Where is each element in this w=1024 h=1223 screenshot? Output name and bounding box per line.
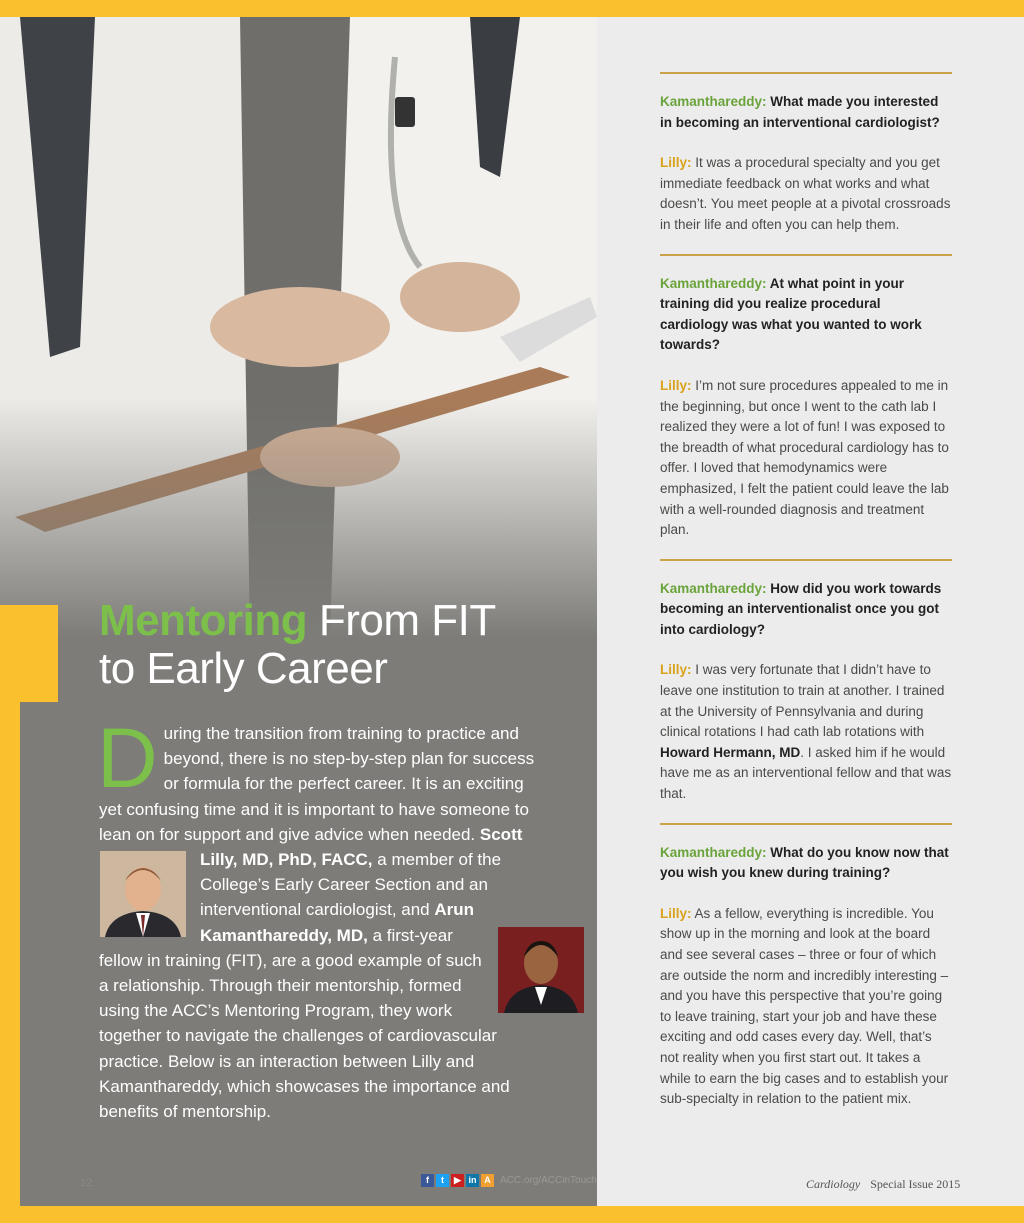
intro-part-a: uring the transition from training to practice and beyond, there is no step-by-step plan for success or formula for the perfect career. It is an exciting yet confusing time and it is important to have someone to lean on for support and give advice when needed. (99, 724, 535, 844)
page-number: 12 (80, 1177, 93, 1189)
acc-icon[interactable]: A (481, 1174, 494, 1187)
question-text: What made you interested in becoming an interventional cardiologist? (660, 94, 940, 130)
qa-item (660, 274, 952, 541)
interviewer-name: Kamanthareddy: (660, 844, 767, 860)
answer (660, 153, 952, 235)
doctors-photo (0, 17, 597, 637)
respondent-name: Lilly: (660, 377, 692, 393)
journal-name: Cardiology (806, 1177, 861, 1191)
youtube-icon[interactable]: ▶ (451, 1174, 464, 1187)
yellow-accent-strip (0, 605, 20, 1206)
answer (660, 904, 952, 1110)
intro-part-b: a member of the College’s Early Career Section and an interventional cardiologist, and (200, 850, 502, 920)
section-divider (660, 72, 952, 74)
question (660, 579, 952, 641)
mentor-reference: Howard Hermann, MD (660, 744, 801, 760)
question (660, 92, 952, 133)
magazine-page (0, 17, 1024, 1206)
qa-item (660, 843, 952, 1110)
respondent-name: Lilly: (660, 905, 692, 921)
twitter-icon[interactable]: t (436, 1174, 449, 1187)
article-title (99, 597, 569, 693)
answer-text: . I asked him if he would have me as an interventional fellow and that was that. (660, 744, 952, 802)
interviewer-name: Kamanthareddy: (660, 275, 767, 291)
title-accent: Mentoring (99, 596, 308, 645)
interviewer-name: Kamanthareddy: (660, 580, 767, 596)
journal-footer (806, 1177, 960, 1192)
mentor-name: Scott Lilly, MD, PhD, FACC, (200, 824, 523, 870)
title-line1: From FIT (307, 596, 496, 645)
answer-text: As a fellow, everything is incredible. You show up in the morning and look at the board and see several cases – three or four of which are outside the norm and incredibly interesting – and you have this perspective that you’re going to leave training, start your job and have these exciting and odd cases every day. Well, that’s not reality when you first start out. It takes a while to earn the big cases and to establish your sub-specialty in relation to the patient mix. (660, 905, 949, 1107)
answer-text: It was a procedural specialty and you get immediate feedback on what works and what doesn’t. You meet people at a pivotal crossroads in their life and often you can help them. (660, 155, 951, 232)
intro-text (97, 711, 539, 1124)
answer-text: I’m not sure procedures appealed to me in the beginning, but once I went to the cath lab I realized they were a lot of fun! I was exposed to the breadth of what procedural cardiology has to offer. I loved that hemodynamics were emphasized, I felt the patient could leave the lab with a well-rounded diagnosis and treatment plan. (660, 377, 949, 538)
social-links (421, 1174, 597, 1187)
linkedin-icon[interactable]: in (466, 1174, 479, 1187)
question-text: How did you work towards becoming an interventionalist once you got into cardiology? (660, 580, 942, 637)
qa-item (660, 579, 952, 805)
qa-column (660, 17, 952, 1110)
social-url[interactable]: ACC.org/ACCinTouch (500, 1175, 597, 1186)
question-text: At what point in your training did you realize procedural cardiology was what you wanted to work towards? (660, 275, 922, 353)
question (660, 274, 952, 356)
respondent-name: Lilly: (660, 662, 692, 678)
answer-text: I was very fortunate that I didn’t have to leave one institution to train at another. I trained at the University of Pennsylvania and during clinical rotations I had cath lab rotations with (660, 662, 945, 740)
issue-label: Special Issue 2015 (870, 1177, 961, 1191)
fellow-name: Arun Kamanthareddy, MD, (200, 900, 475, 945)
section-divider (660, 559, 952, 561)
question-text: What do you know now that you wish you knew during training? (660, 844, 949, 881)
answer (660, 376, 952, 541)
arun-kamanthareddy-photo (498, 927, 584, 1013)
answer (660, 660, 952, 804)
scott-lilly-photo (100, 851, 186, 937)
drop-cap: D (97, 711, 158, 805)
title-line2: to Early Career (99, 644, 388, 693)
section-divider (660, 823, 952, 825)
respondent-name: Lilly: (660, 155, 692, 171)
interviewer-name: Kamanthareddy: (660, 94, 767, 109)
question (660, 843, 952, 884)
qa-item (660, 92, 952, 236)
left-panel (0, 17, 597, 1206)
facebook-icon[interactable]: f (421, 1174, 434, 1187)
section-divider (660, 254, 952, 256)
intro-part-c: a first-year fellow in training (FIT), are a good example of such a relationship. Through their mentorship, formed using the ACC’s Mentoring Program, they work together to navigate the challenges of cardiovascular practice. Below is an interaction between Lilly and Kamanthareddy, which showcases the importance and benefits of mentorship. (99, 925, 510, 1122)
